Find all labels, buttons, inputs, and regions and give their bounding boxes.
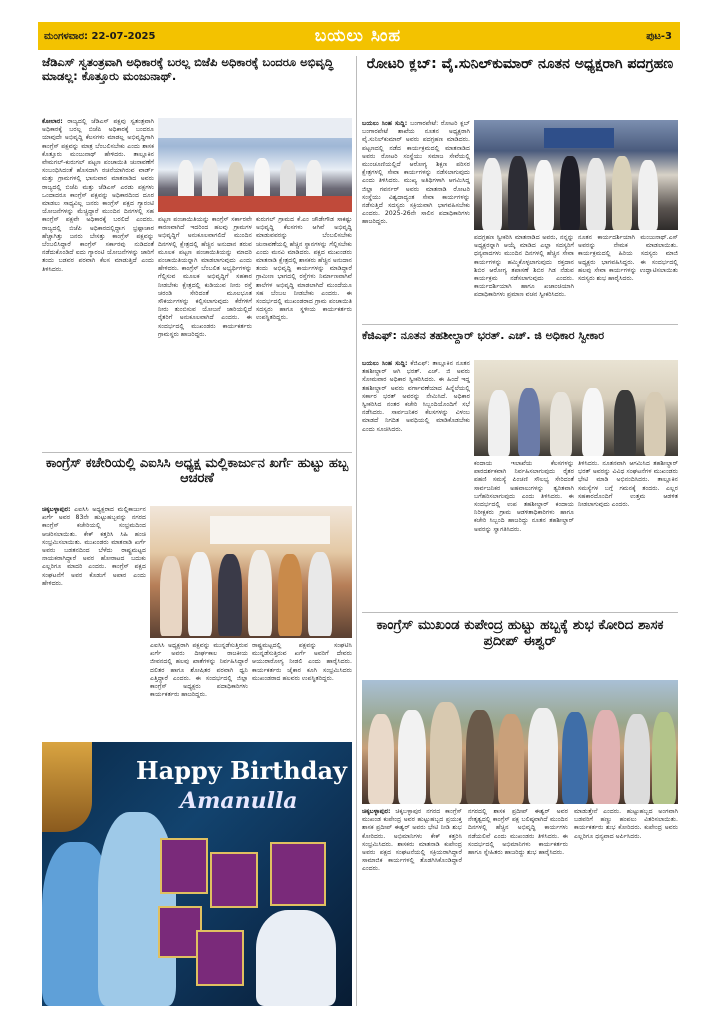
article2-byline: ಬಯಲು ಸಿಂಹ ಸುದ್ದಿ: (362, 120, 408, 127)
article1-col1 (42, 118, 154, 448)
article1-headline: ಜೆಡಿಎಸ್ ಸ್ವತಂತ್ರವಾಗಿ ಅಧಿಕಾರಕ್ಕೆ ಬರಲ್ಲ ಬಿಜೆಪಿ ಅಧಿಕಾರಕ್ಕೆ ಬಂದರೂ ಅಭಿವೃದ್ಧಿ ಮಾಡಲ್ಲ: ಕೊತ್ತೂರು ಮಂಜುನಾಥ್. (42, 56, 334, 83)
masthead (38, 22, 680, 50)
article4-byline: ಚಿಕ್ಕಬಳ್ಳಾಪುರ: (42, 506, 71, 513)
article3-byline: ಬಯಲು ಸಿಂಹ ಸುದ್ದಿ: (362, 360, 408, 367)
article2-text1: ಬಂಗಾರಪೇಟೆ: ರೋಟರಿ ಕ್ಲಬ್ ಬಂಗಾರಪೇಟೆ ಶಾಖೆಯ ನೂತನ ಅಧ್ಯಕ್ಷರಾಗಿ ವೈ.ಸುನಿಲ್‌ಕುಮಾರ್ ಅವರು ಪದಗ್ರಹಣ ಮಾಡಿದರು. ಪಟ್ಟಣದಲ್ಲಿ ನಡೆದ ಕಾರ್ಯಕ್ರಮದಲ್ಲಿ ಮಾತನಾಡಿದ ಅವರು ರೋಟರಿ ಸಂಸ್ಥೆಯು ಸಮಾಜ ಸೇವೆಯಲ್ಲಿ ಮುಂಚೂಣಿಯಲ್ಲಿದೆ ಆರೋಗ್ಯ ಶಿಕ್ಷಣ ಪರಿಸರ ಕ್ಷೇತ್ರಗಳಲ್ಲಿ ಸೇವಾ ಕಾರ್ಯಗಳನ್ನು ನಡೆಸಲಾಗುವುದು ಎಂದು ತಿಳಿಸಿದರು. ಮುಖ್ಯ ಅತಿಥಿಗಳಾಗಿ ಆಗಮಿಸಿದ್ದ ಜಿಲ್ಲಾ ಗವರ್ನರ್ ಅವರು ಮಾತನಾಡಿ ರೋಟರಿ ಸಂಸ್ಥೆಯು ವಿಶ್ವದಾದ್ಯಂತ ಸೇವಾ ಕಾರ್ಯಗಳನ್ನು ನಡೆಸುತ್ತಿದೆ ಸದಸ್ಯರು ಸಕ್ರಿಯವಾಗಿ ಭಾಗವಹಿಸಬೇಕು ಎಂದರು. 2025-26ನೇ ಸಾಲಿನ ಪದಾಧಿಕಾರಿಗಳು ಹಾಜರಿದ್ದರು. (362, 120, 470, 226)
article2-headline-box (362, 56, 678, 116)
article3-col3 (578, 460, 678, 608)
portrait-illustration (42, 742, 92, 832)
article3-headline: ಕೆಜಿಎಫ್: ನೂತನ ತಹಶೀಲ್ದಾರ್ ಭರತ್. ಎಚ್. ಜಿ ಅಧಿಕಾರ ಸ್ವೀಕಾರ (362, 330, 605, 342)
article4-col1 (42, 506, 146, 738)
article5-byline: ಚಿಕ್ಕಬಳ್ಳಾಪುರ: (362, 808, 391, 815)
article1-text1: ರಾಜ್ಯದಲ್ಲಿ ಜೆಡಿಎಸ್ ಪಕ್ಷವು ಸ್ವತಂತ್ರವಾಗಿ ಅಧಿಕಾರಕ್ಕೆ ಬರಲ್ಲ ಬಿಜೆಪಿ ಅಧಿಕಾರಕ್ಕೆ ಬಂದರೂ ಯಾವುದೇ ಅಭಿವೃದ್ಧಿ ಕೆಲಸಗಳು ಮಾಡಲ್ಲ ಅಭಿವೃದ್ಧಿಗಾಗಿ ಕಾಂಗ್ರೆಸ್ ಪಕ್ಷವನ್ನು ಮಾತ್ರ ಬೆಂಬಲಿಸಬೇಕು ಎಂದು ಶಾಸಕ ಕೊತ್ತೂರು ಮಂಜುನಾಥ್ ಹೇಳಿದರು. ತಾಲ್ಲೂಕಿನ ವೇಮಗಲ್-ಕುರುಗಲ್ ಪಟ್ಟಣ ಪಂಚಾಯಿತಿ ಚುನಾವಣೆಗೆ ಸಂಬಂಧಿಸಿದಂತೆ ಹೊಸದಾಗಿ ರಚನೆಯಾಗಿರುವ ವಾರ್ಡ್ ಮತ್ತು ಗ್ರಾಮಗಳಲ್ಲಿ ಭಾನುವಾರ ಮಾತನಾಡಿದ ಅವರು ರಾಜ್ಯದಲ್ಲಿ ಬಿಜೆಪಿ ಮತ್ತು ಜೆಡಿಎಸ್ ಎರಡು ಪಕ್ಷಗಳು ಒಂದಾದರೂ ಕಾಂಗ್ರೆಸ್ ಪಕ್ಷವನ್ನು ಅಧಿಕಾರದಿಂದ ದೂರ ಮಾಡಲು ಸಾಧ್ಯವಿಲ್ಲ ಜನರು ಕಾಂಗ್ರೆಸ್ ಪಕ್ಷದ ಗ್ಯಾರಂಟಿ ಯೋಜನೆಗಳನ್ನು ಮೆಚ್ಚಿದ್ದಾರೆ ಮುಂದಿನ ದಿನಗಳಲ್ಲಿ ಸಹ ಕಾಂಗ್ರೆಸ್ ಪಕ್ಷವೇ ಅಧಿಕಾರಕ್ಕೆ ಬರಲಿದೆ ಎಂದರು. ರಾಜ್ಯದಲ್ಲಿ ಬಿಜೆಪಿ ಅಧಿಕಾರದಲ್ಲಿದ್ದಾಗ ಭ್ರಷ್ಟಾಚಾರ ಹೆಚ್ಚಾಗಿತ್ತು ಜನರು ಬೇಸತ್ತು ಕಾಂಗ್ರೆಸ್ ಪಕ್ಷವನ್ನು ಬೆಂಬಲಿಸಿದ್ದಾರೆ ಕಾಂಗ್ರೆಸ್ ಸರ್ಕಾರವು ನುಡಿದಂತೆ ನಡೆದುಕೊಂಡಿದೆ ಐದು ಗ್ಯಾರಂಟಿ ಯೋಜನೆಗಳನ್ನು ಜಾರಿಗೆ ತಂದು ಬಡವರ ಪರವಾಗಿ ಕೆಲಸ ಮಾಡುತ್ತಿದೆ ಎಂದು ತಿಳಿಸಿದರು. (42, 118, 154, 273)
article4-photo (150, 506, 352, 638)
birthday-ad (42, 742, 352, 1006)
article2-headline: ರೋಟರಿ ಕ್ಲಬ್: ವೈ.ಸುನಿಲ್‌ಕುಮಾರ್ ನೂತನ ಅಧ್ಯಕ್ಷರಾಗಿ ಪದಗ್ರಹಣ (366, 56, 674, 72)
article5-text2: ನಗರದಲ್ಲಿ ಶಾಸಕ ಪ್ರದೀಪ್ ಈಶ್ವರ್ ಅವರ ನೇತೃತ್ವದಲ್ಲಿ ಕಾಂಗ್ರೆಸ್ ಪಕ್ಷ ಬಲಿಷ್ಠವಾಗಿದೆ ಮುಂದಿನ ದಿನಗಳಲ್ಲಿ ಹೆಚ್ಚಿನ ಅಭಿವೃದ್ಧಿ ಕಾರ್ಯಗಳು ನಡೆಯಲಿವೆ ಎಂದು ಮುಖಂಡರು ತಿಳಿಸಿದರು. ಈ ಸಂದರ್ಭದಲ್ಲಿ ಅಭಿಮಾನಿಗಳು ಕಾರ್ಯಕರ್ತರು ಹಾಗೂ ಸ್ನೇಹಿತರು ಹಾಜರಿದ್ದು ಶುಭ ಹಾರೈಸಿದರು. (468, 808, 568, 857)
ad-name: Amanulla (180, 788, 298, 814)
photo-frame (210, 852, 258, 908)
article2-photo (474, 120, 678, 230)
ad-title: Happy Birthday (136, 756, 347, 785)
article2-text3: ನೂತನ ಕಾರ್ಯದರ್ಶಿಯಾಗಿ ಮಂಜುನಾಥ್.ಎಸ್ ಅವರನ್ನು ನೇಮಕ ಮಾಡಲಾಯಿತು. ಕಾರ್ಯಕ್ರಮದಲ್ಲಿ ಹಿರಿಯ ಸದಸ್ಯರು ಮಾಜಿ ಅಧ್ಯಕ್ಷರು ಭಾಗವಹಿಸಿದ್ದರು. ಈ ಸಂದರ್ಭದಲ್ಲಿ ಹಲವು ಸೇವಾ ಕಾರ್ಯಗಳನ್ನು ಉದ್ಘಾಟಿಸಲಾಯಿತು ಸದಸ್ಯರು ಶುಭ ಹಾರೈಸಿದರು. (578, 234, 678, 283)
photo-frame (270, 842, 326, 906)
article4-headline: ಕಾಂಗ್ರೆಸ್ ಕಚೇರಿಯಲ್ಲಿ ಎಐಸಿಸಿ ಅಧ್ಯಕ್ಷ ಮಲ್ಲಿಕಾರ್ಜುನ ಖರ್ಗೆ ಹುಟ್ಟು ಹಬ್ಬ ಆಚರಣೆ (45, 456, 349, 487)
article5-photo (362, 680, 678, 804)
article2-col2 (474, 234, 574, 320)
article1-headline-box (42, 56, 352, 114)
article4-text3: ರಾಷ್ಟ್ರಮಟ್ಟದಲ್ಲಿ ಪಕ್ಷವನ್ನು ಸಂಘಟಿಸಿ ಮುನ್ನಡೆಸುತ್ತಿರುವ ಖರ್ಗೆ ಅವರಿಗೆ ದೇವರು ಆಯುರಾರೋಗ್ಯ ನೀಡಲಿ ಎಂದು ಹಾರೈಸಿದರು. ಕಾರ್ಯಕರ್ತರು ಜೈಕಾರ ಕೂಗಿ ಸಂಭ್ರಮಿಸಿದರು ಮುಖಂಡರಾದ ಹಲವರು ಉಪಸ್ಥಿತರಿದ್ದರು. (252, 642, 352, 682)
article2-col3 (578, 234, 678, 320)
article3-text3: ತಿಳಿಸಿದರು. ನೂತನವಾಗಿ ಆಗಮಿಸಿದ ತಹಶೀಲ್ದಾರ್ ಭರತ್ ಅವರನ್ನು ವಿವಿಧ ಸಂಘಟನೆಗಳ ಮುಖಂಡರು ಭೇಟಿ ಮಾಡಿ ಅಭಿನಂದಿಸಿದರು. ತಾಲ್ಲೂಕಿನ ಸಮಸ್ಯೆಗಳ ಬಗ್ಗೆ ಗಮನಕ್ಕೆ ತಂದರು. ಎಲ್ಲರ ಸಹಕಾರದೊಂದಿಗೆ ಉತ್ತಮ ಆಡಳಿತ ನೀಡಲಾಗುವುದು ಎಂದರು. (578, 460, 678, 509)
article3-headline-box (362, 330, 678, 356)
article2-col1 (362, 120, 470, 320)
article3-col2 (474, 460, 574, 608)
article4-text1: ಎಐಸಿಸಿ ಅಧ್ಯಕ್ಷರಾದ ಮಲ್ಲಿಕಾರ್ಜುನ ಖರ್ಗೆ ಅವರ 83ನೇ ಹುಟ್ಟುಹಬ್ಬವನ್ನು ನಗರದ ಕಾಂಗ್ರೆಸ್ ಕಚೇರಿಯಲ್ಲಿ ಸಂಭ್ರಮದಿಂದ ಆಚರಿಸಲಾಯಿತು. ಕೇಕ್ ಕತ್ತರಿಸಿ ಸಿಹಿ ಹಂಚಿ ಸಂಭ್ರಮಿಸಲಾಯಿತು. ಮುಖಂಡರು ಮಾತನಾಡಿ ಖರ್ಗೆ ಅವರು ಬಡತನದಿಂದ ಬೆಳೆದು ರಾಷ್ಟ್ರಮಟ್ಟದ ನಾಯಕರಾಗಿದ್ದಾರೆ ಅವರ ಹೋರಾಟದ ಬದುಕು ಎಲ್ಲರಿಗೂ ಮಾದರಿ ಎಂದರು. ಕಾಂಗ್ರೆಸ್ ಪಕ್ಷದ ಸಂಘಟನೆಗೆ ಅವರ ಕೊಡುಗೆ ಅಪಾರ ಎಂದು ಹೇಳಿದರು. (42, 506, 146, 587)
page-number: ಪುಟ-3 (646, 30, 672, 42)
article1-byline: ಕೋಲಾರ: (42, 118, 63, 125)
article1-photo (158, 118, 352, 212)
article4-text2: ಎಐಸಿಸಿ ಅಧ್ಯಕ್ಷರಾಗಿ ಪಕ್ಷವನ್ನು ಮುನ್ನಡೆಸುತ್ತಿರುವ ಖರ್ಗೆ ಅವರು ದೀರ್ಘಕಾಲ ರಾಜಕೀಯ ಜೀವನದಲ್ಲಿ ಹಲವು ಖಾತೆಗಳನ್ನು ನಿರ್ವಹಿಸಿದ್ದಾರೆ ದಲಿತರ ಹಾಗೂ ಶೋಷಿತರ ಪರವಾಗಿ ಧ್ವನಿ ಎತ್ತಿದ್ದಾರೆ ಎಂದರು. ಈ ಸಂದರ್ಭದಲ್ಲಿ ಜಿಲ್ಲಾ ಕಾಂಗ್ರೆಸ್ ಅಧ್ಯಕ್ಷರು ಪದಾಧಿಕಾರಿಗಳು ಕಾರ್ಯಕರ್ತರು ಹಾಜರಿದ್ದರು. (150, 642, 248, 699)
article4-col2 (150, 642, 248, 738)
article4-headline-box (42, 456, 352, 502)
issue-date: ಮಂಗಳವಾರ: 22-07-2025 (44, 30, 156, 42)
newspaper-title: ಬಯಲು ಸಿಂಹ (314, 26, 402, 46)
article2-text2: ಪದಗ್ರಹಣ ಸ್ವೀಕರಿಸಿ ಮಾತನಾಡಿದ ಅವರು, ನನ್ನನ್ನು ಅಧ್ಯಕ್ಷರನ್ನಾಗಿ ಆಯ್ಕೆ ಮಾಡಿದ ಎಲ್ಲಾ ಸದಸ್ಯರಿಗೆ ಧನ್ಯವಾದಗಳು ಮುಂದಿನ ದಿನಗಳಲ್ಲಿ ಹೆಚ್ಚಿನ ಸೇವಾ ಕಾರ್ಯಗಳನ್ನು ಹಮ್ಮಿಕೊಳ್ಳಲಾಗುವುದು ರಕ್ತದಾನ ಶಿಬಿರ ಆರೋಗ್ಯ ತಪಾಸಣೆ ಶಿಬಿರ ಗಿಡ ನೆಡುವ ಕಾರ್ಯಕ್ರಮ ನಡೆಸಲಾಗುವುದು ಎಂದರು. ಕಾರ್ಯದರ್ಶಿಯಾಗಿ ಹಾಗೂ ಖಜಾಂಚಿಯಾಗಿ ಪದಾಧಿಕಾರಿಗಳು ಪ್ರಮಾಣ ವಚನ ಸ್ವೀಕರಿಸಿದರು. (474, 234, 574, 299)
article5-text3: ಮಾಡುತ್ತೇನೆ ಎಂದರು. ಹುಟ್ಟುಹಬ್ಬದ ಅಂಗವಾಗಿ ಬಡವರಿಗೆ ಹಣ್ಣು ಹಂಪಲು ವಿತರಿಸಲಾಯಿತು. ಕಾರ್ಯಕರ್ತರು ಶುಭ ಕೋರಿದರು. ಕುಪೇಂದ್ರ ಅವರು ಎಲ್ಲರಿಗೂ ಧನ್ಯವಾದ ಅರ್ಪಿಸಿದರು. (574, 808, 678, 840)
article1-text2: ಪಟ್ಟಣ ಪಂಚಾಯಿತಿಯನ್ನು ಕಾಂಗ್ರೆಸ್ ಸರ್ಕಾರವೇ ಕಾರಣವಾಗಿದೆ ಇದರಿಂದ ಹಲವು ಗ್ರಾಮಗಳ ಅಭಿವೃದ್ಧಿಗೆ ಅನುಕೂಲವಾಗಲಿದೆ ಮುಂದಿನ ದಿನಗಳಲ್ಲಿ ಕ್ಷೇತ್ರದಲ್ಲಿ ಹೆಚ್ಚಿನ ಅನುದಾನ ತರುವ ಮೂಲಕ ಪಟ್ಟಣ ಪಂಚಾಯಿತಿಯನ್ನು ಮಾದರಿ ಪಂಚಾಯಿತಿಯನ್ನಾಗಿ ಮಾಡಲಾಗುವುದು ಎಂದು ಹೇಳಿದರು. ಕಾಂಗ್ರೆಸ್ ಬೆಂಬಲಿತ ಅಭ್ಯರ್ಥಿಗಳನ್ನು ಗೆಲ್ಲಿಸುವ ಮೂಲಕ ಅಭಿವೃದ್ಧಿಗೆ ಸಹಕಾರ ನೀಡಬೇಕು ಕ್ಷೇತ್ರದಲ್ಲಿ ಕುಡಿಯುವ ನೀರು ರಸ್ತೆ ಚರಂಡಿ ಸೇರಿದಂತೆ ಮೂಲಭೂತ ಸೌಕರ್ಯಗಳನ್ನು ಕಲ್ಪಿಸಲಾಗುವುದು ಕೆರೆಗಳಿಗೆ ನೀರು ತುಂಬಿಸುವ ಯೋಜನೆ ಜಾರಿಯಲ್ಲಿದೆ ರೈತರಿಗೆ ಅನುಕೂಲವಾಗಿದೆ ಎಂದರು. ಈ ಸಂದರ್ಭದಲ್ಲಿ ಮುಖಂಡರು ಕಾರ್ಯಕರ್ತರು ಗ್ರಾಮಸ್ಥರು ಹಾಜರಿದ್ದರು. (158, 216, 252, 338)
article5-col1 (362, 808, 462, 1006)
article1-col2 (158, 216, 252, 448)
photo-frame (196, 930, 244, 986)
person-photo (256, 910, 336, 1006)
column-divider (356, 56, 357, 1006)
article1-col3 (256, 216, 352, 448)
article5-headline-box (362, 618, 678, 676)
newspaper-page (38, 14, 680, 1010)
article4-col3 (252, 642, 352, 738)
photo-frame (160, 838, 208, 894)
article5-text1: ಚಿಕ್ಕಬಳ್ಳಾಪುರ ನಗರದ ಕಾಂಗ್ರೆಸ್ ಮುಖಂಡ ಕುಪೇಂದ್ರ ಅವರ ಹುಟ್ಟುಹಬ್ಬದ ಪ್ರಯುಕ್ತ ಶಾಸಕ ಪ್ರದೀಪ್ ಈಶ್ವರ್ ಅವರು ಭೇಟಿ ನೀಡಿ ಶುಭ ಕೋರಿದರು. ಅಭಿಮಾನಿಗಳು ಕೇಕ್ ಕತ್ತರಿಸಿ ಸಂಭ್ರಮಿಸಿದರು. ಶಾಸಕರು ಮಾತನಾಡಿ ಕುಪೇಂದ್ರ ಅವರು ಪಕ್ಷದ ಸಂಘಟನೆಯಲ್ಲಿ ಸಕ್ರಿಯರಾಗಿದ್ದಾರೆ ಸಾಮಾಜಿಕ ಕಾರ್ಯಗಳಲ್ಲಿ ತೊಡಗಿಸಿಕೊಂಡಿದ್ದಾರೆ ಎಂದರು. (362, 808, 462, 873)
article3-text2: ಕಂದಾಯ ಇಲಾಖೆಯ ಕೆಲಸಗಳನ್ನು ಪಾರದರ್ಶಕವಾಗಿ ನಿರ್ವಹಿಸಲಾಗುವುದು ರೈತರ ಪಹಣಿ ಸಮಸ್ಯೆ ಪಿಂಚಣಿ ಸೌಲಭ್ಯ ಸೇರಿದಂತೆ ಸಾರ್ವಜನಿಕರ ಅಹವಾಲುಗಳನ್ನು ತ್ವರಿತವಾಗಿ ಬಗೆಹರಿಸಲಾಗುವುದು ಎಂದು ತಿಳಿಸಿದರು. ಈ ಸಂದರ್ಭದಲ್ಲಿ ಉಪ ತಹಶೀಲ್ದಾರ್ ಕಂದಾಯ ನಿರೀಕ್ಷಕರು ಗ್ರಾಮ ಆಡಳಿತಾಧಿಕಾರಿಗಳು ಹಾಗೂ ಕಚೇರಿ ಸಿಬ್ಬಂದಿ ಹಾಜರಿದ್ದು ನೂತನ ತಹಶೀಲ್ದಾರ್ ಅವರನ್ನು ಸ್ವಾಗತಿಸಿದರು. (474, 460, 574, 533)
article1-text3: ಕುರುಗಲ್ ಗ್ರಾಮದ ಕೆ.ಎಂ ಚೌಡೇಗೌಡ ಸಾಕಷ್ಟು ಅಭಿವೃದ್ಧಿ ಕೆಲಸಗಳು ಆಗಿವೆ ಅಭಿವೃದ್ಧಿ ಮಾಡುವವರನ್ನು ಬೆಂಬಲಿಸಬೇಕು ಚುನಾವಣೆಯಲ್ಲಿ ಹೆಚ್ಚಿನ ಸ್ಥಾನಗಳನ್ನು ಗೆಲ್ಲಿಸಬೇಕು ಎಂದು ಮನವಿ ಮಾಡಿದರು. ಪಕ್ಷದ ಮುಖಂಡರು ಮಾತನಾಡಿ ಕ್ಷೇತ್ರದಲ್ಲಿ ಶಾಸಕರು ಹೆಚ್ಚಿನ ಅನುದಾನ ತಂದು ಅಭಿವೃದ್ಧಿ ಕಾರ್ಯಗಳನ್ನು ಮಾಡಿದ್ದಾರೆ ಗ್ರಾಮೀಣ ಭಾಗದಲ್ಲಿ ರಸ್ತೆಗಳು ನಿರ್ಮಾಣವಾಗಿವೆ ಶಾಲೆಗಳ ಅಭಿವೃದ್ಧಿ ಮಾಡಲಾಗಿದೆ ಮುಂದೆಯೂ ಸಹ ಬೆಂಬಲ ನೀಡಬೇಕು ಎಂದರು. ಈ ಸಂದರ್ಭದಲ್ಲಿ ಮುಖಂಡರಾದ ಗ್ರಾಮ ಪಂಚಾಯಿತಿ ಸದಸ್ಯರು ಹಾಗೂ ಸ್ಥಳೀಯ ಕಾರ್ಯಕರ್ತರು ಉಪಸ್ಥಿತರಿದ್ದರು. (256, 216, 352, 322)
article3-text1: ಕೆಜಿಎಫ್: ತಾಲ್ಲೂಕಿನ ನೂತನ ತಹಶೀಲ್ದಾರ್ ಆಗಿ ಭರತ್. ಎಚ್. ಜಿ ಅವರು ಸೋಮವಾರ ಅಧಿಕಾರ ಸ್ವೀಕರಿಸಿದರು. ಈ ಹಿಂದೆ ಇದ್ದ ತಹಶೀಲ್ದಾರ್ ಅವರು ವರ್ಗಾವಣೆಯಾದ ಹಿನ್ನೆಲೆಯಲ್ಲಿ ಸರ್ಕಾರ ಭರತ್ ಅವರನ್ನು ನೇಮಿಸಿದೆ. ಅಧಿಕಾರ ಸ್ವೀಕರಿಸಿದ ನಂತರ ಕಚೇರಿ ಸಿಬ್ಬಂದಿಯೊಂದಿಗೆ ಸಭೆ ನಡೆಸಿದರು. ಸಾರ್ವಜನಿಕರ ಕೆಲಸಗಳನ್ನು ವಿಳಂಬ ಮಾಡದೆ ನಿಗದಿತ ಅವಧಿಯಲ್ಲಿ ಮಾಡಿಕೊಡಬೇಕು ಎಂದು ಸೂಚಿಸಿದರು. (362, 360, 470, 433)
article5-headline: ಕಾಂಗ್ರೆಸ್ ಮುಖಂಡ ಕುಪೇಂದ್ರ ಹುಟ್ಟು ಹಬ್ಬಕ್ಕೆ ಶುಭ ಕೋರಿದ ಶಾಸಕ ಪ್ರದೀಪ್ ಈಶ್ವರ್ (376, 618, 664, 649)
article5-col3 (574, 808, 678, 1006)
article5-col2 (468, 808, 568, 1006)
article3-photo (474, 360, 678, 456)
article3-col1 (362, 360, 470, 608)
